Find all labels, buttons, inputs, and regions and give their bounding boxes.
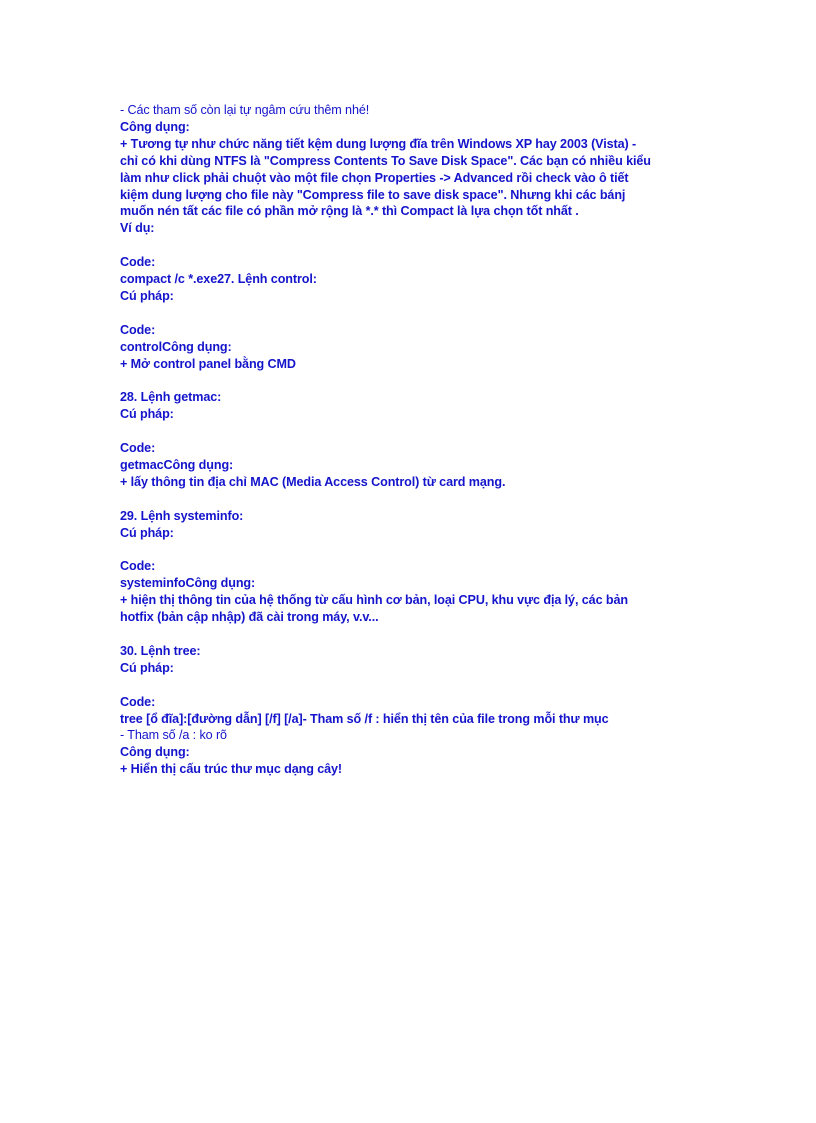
usage-label: Công dụng: (120, 119, 190, 134)
usage-line: hotfix (bản cập nhập) đã cài trong máy, v.v... (120, 610, 379, 625)
code-label: Code: (120, 322, 156, 337)
usage-line: + Tương tự như chức năng tiết kệm dung lượng đĩa trên Windows XP hay 2003 (Vista) - (120, 136, 637, 151)
intro-note: - Các tham số còn lại tự ngâm cứu thêm nhé! (120, 103, 370, 117)
usage-label: Công dụng: (120, 745, 190, 760)
param-a-line: - Tham số /a : ko rõ (120, 728, 227, 743)
code-line: getmacCông dụng: (120, 457, 234, 472)
code-line: compact /c *.exe27. Lệnh control: (120, 272, 317, 287)
spacer (120, 541, 710, 558)
section-heading: 29. Lệnh systeminfo: (120, 508, 244, 523)
spacer (120, 677, 710, 694)
usage-line: muốn nén tất các file có phần mở rộng là *.* thì Compact là lựa chọn tốt nhất . (120, 204, 579, 219)
section-heading: 28. Lệnh getmac: (120, 390, 222, 405)
spacer (120, 372, 710, 389)
code-line: tree [ổ đĩa]:[đường dẫn] [/f] [/a]- Tham số /f : hiển thị tên của file trong mỗi thư mục (120, 711, 609, 726)
spacer (120, 626, 710, 643)
spacer (120, 237, 710, 254)
syntax-label: Cú pháp: (120, 407, 174, 422)
syntax-label: Cú pháp: (120, 525, 174, 540)
usage-line: chỉ có khi dùng NTFS là "Compress Contents To Save Disk Space". Các bạn có nhiều kiểu (120, 153, 651, 168)
code-label: Code: (120, 559, 156, 574)
code-label: Code: (120, 694, 156, 709)
usage-line: + Hiển thị cấu trúc thư mục dạng cây! (120, 762, 343, 777)
code-line: systeminfoCông dụng: (120, 576, 256, 591)
code-line: controlCông dụng: (120, 339, 232, 354)
usage-line: + hiện thị thông tin của hệ thống từ cấu hình cơ bản, loại CPU, khu vực địa lý, các bản (120, 593, 628, 608)
usage-line: + lấy thông tin địa chỉ MAC (Media Access Control) từ card mạng. (120, 474, 506, 489)
section-heading: 30. Lệnh tree: (120, 643, 201, 658)
document-body (120, 102, 710, 778)
syntax-label: Cú pháp: (120, 288, 174, 303)
syntax-label: Cú pháp: (120, 660, 174, 675)
spacer (120, 305, 710, 322)
code-label: Code: (120, 441, 156, 456)
usage-line: làm như click phải chuột vào một file chọn Properties -> Advanced rồi check vào ô tiết (120, 170, 629, 185)
usage-line: kiệm dung lượng cho file này "Compress file to save disk space". Nhưng khi các bánj (120, 187, 626, 202)
usage-line: + Mở control panel bằng CMD (120, 356, 296, 371)
example-label: Ví dụ: (120, 221, 155, 236)
spacer (120, 423, 710, 440)
code-label: Code: (120, 255, 156, 270)
spacer (120, 491, 710, 508)
